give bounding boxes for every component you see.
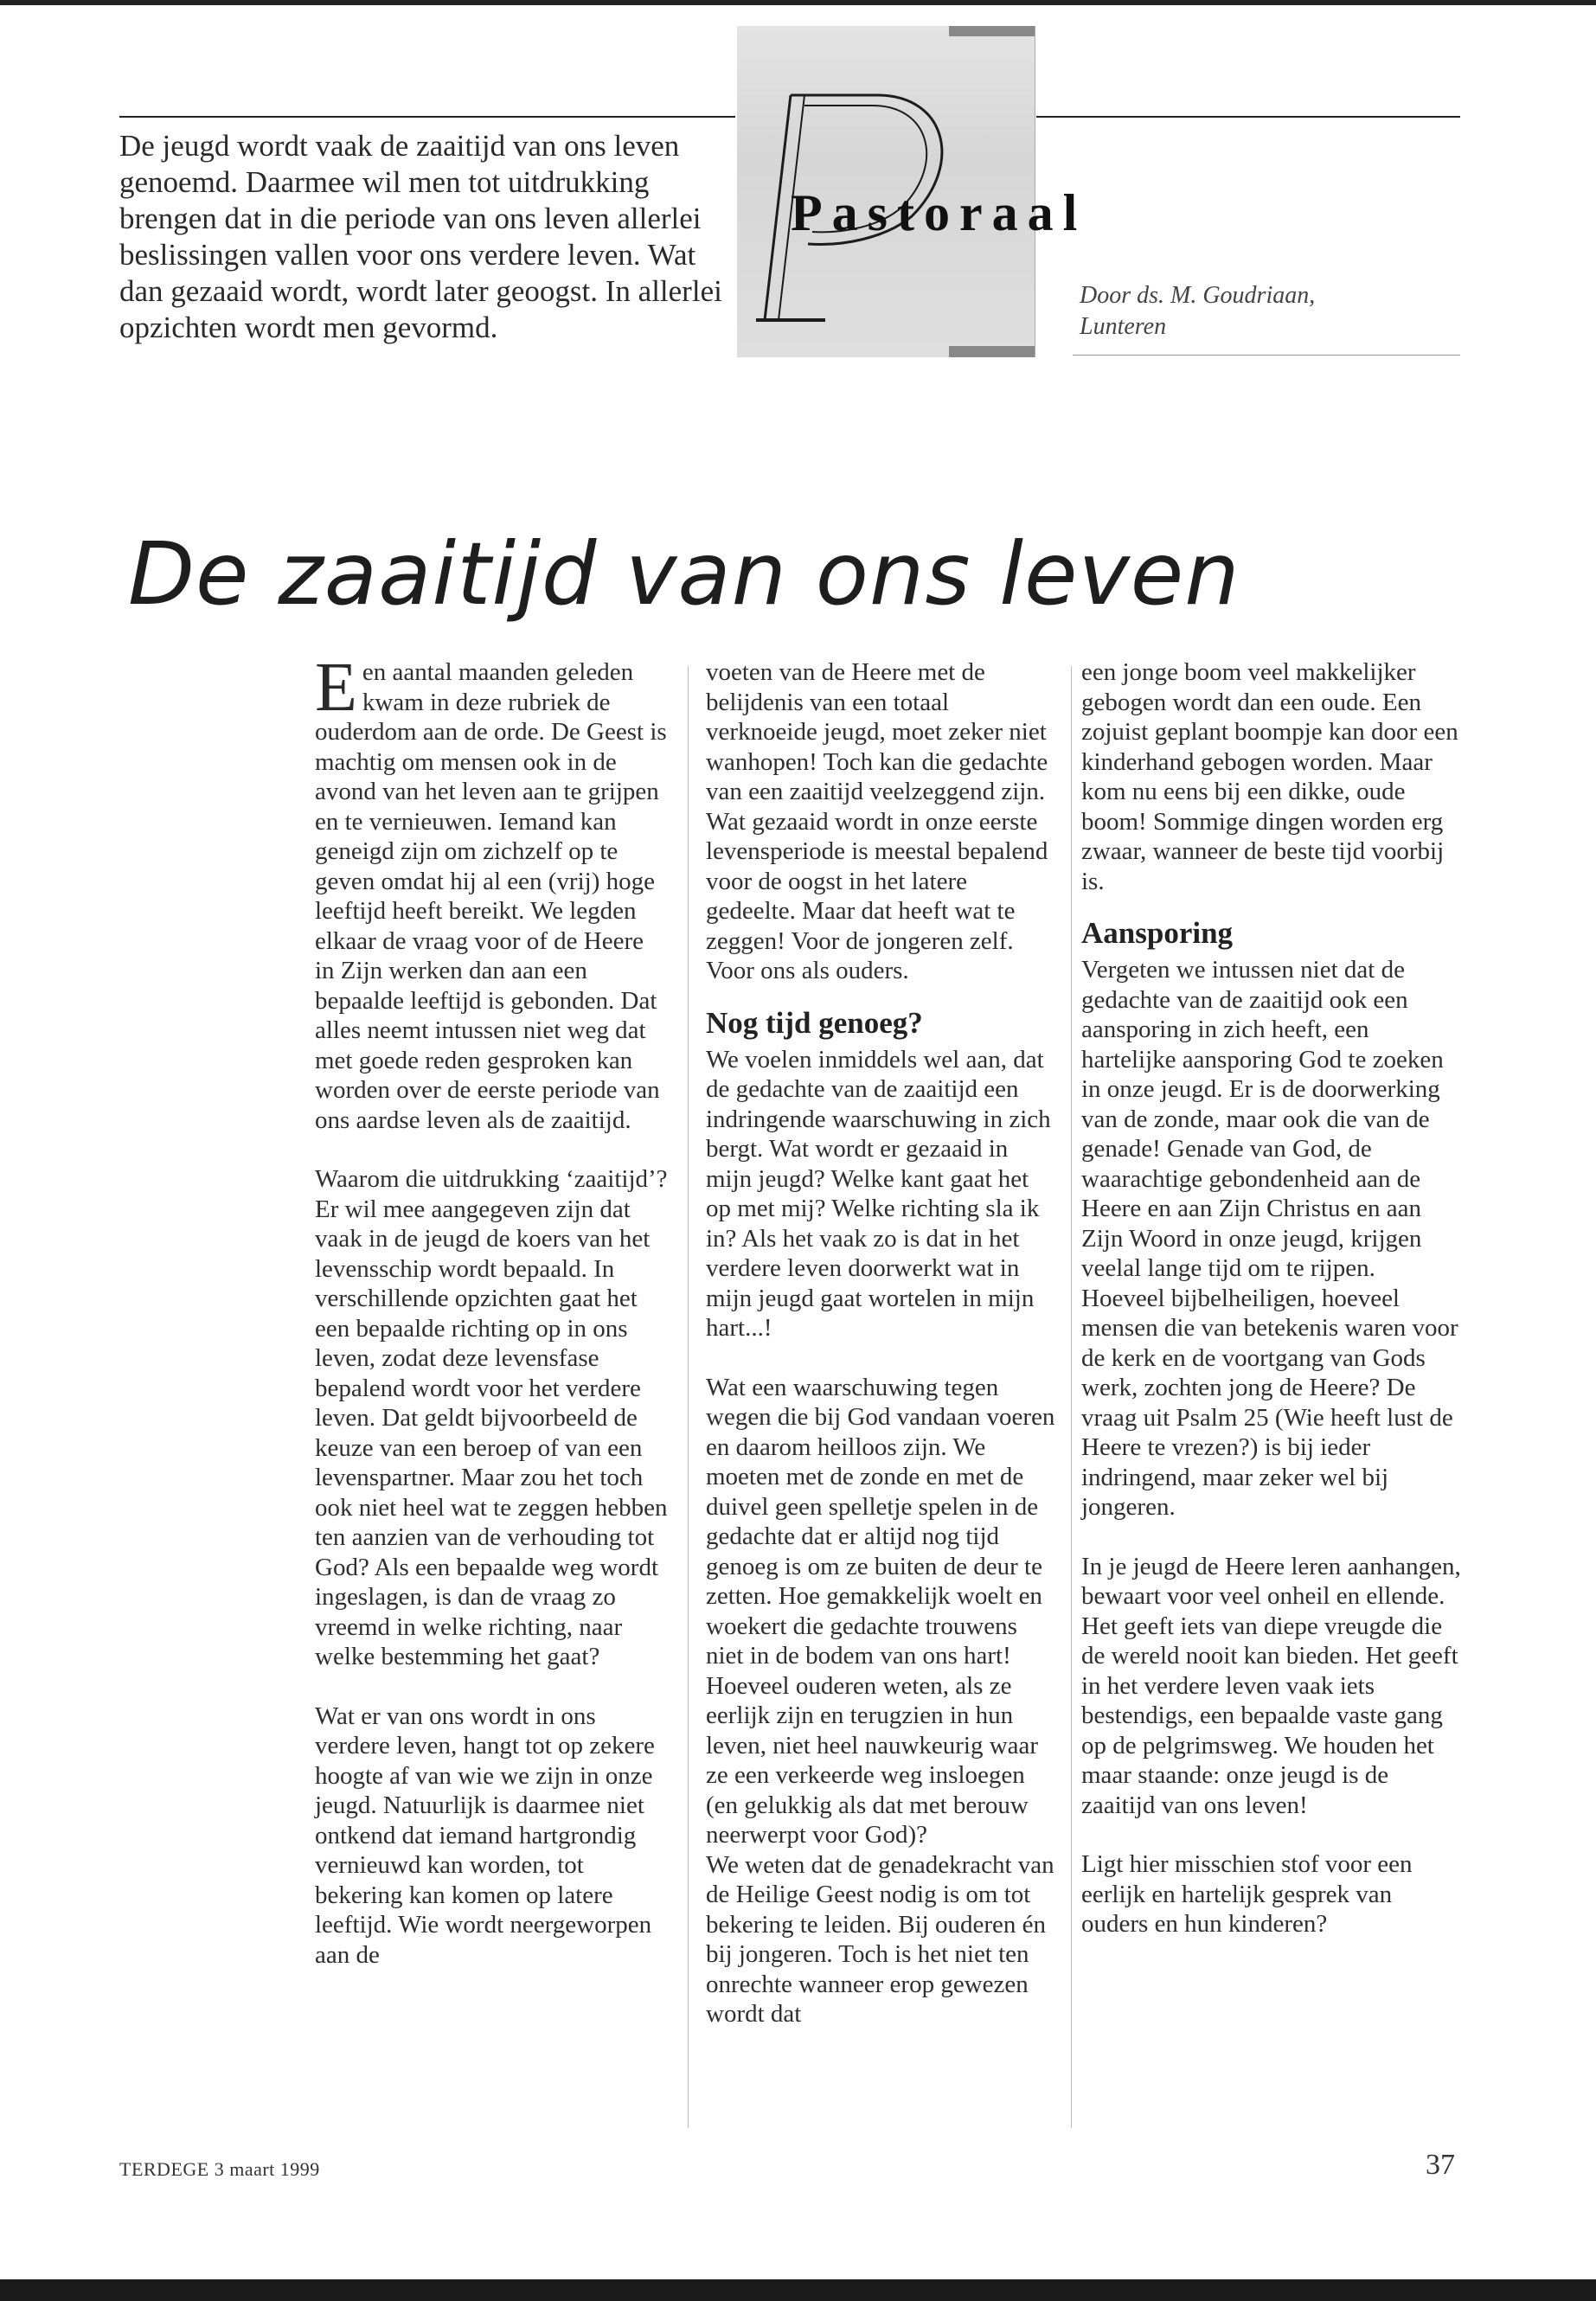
logo-bar-bottom <box>949 346 1035 357</box>
column-divider-2 <box>1071 666 1072 2128</box>
column-2 <box>706 657 1059 2029</box>
section-kicker: Pastoraal <box>791 184 1087 241</box>
byline-author: Door ds. M. Goudriaan, <box>1080 282 1316 309</box>
drop-cap: E <box>315 650 357 726</box>
col1-paragraph-3: Wat er van ons wordt in ons verdere leven, hangt tot op zekere hoogte af van wie we zijn in onze jeugd. Natuurlijk is daarmee niet ontkend dat iemand hartgrondig vernieuwd kan worden, tot bekering kan komen op latere leeftijd. Wie wordt neergeworpen aan de <box>315 1702 655 1969</box>
bottom-edge-bar <box>0 2279 1596 2301</box>
col2-paragraph-3: Wat een waarschuwing tegen wegen die bij God vandaan voeren en daarom heilloos zijn. We moeten met de zonde en met de duivel geen spelletje spelen in de gedachte dat er altijd nog tijd genoeg is om ze buiten de deur te zetten. Hoe gemakkelijk woelt en woekert die gedachte trouwens niet in de bodem van ons hart! Hoeveel ouderen weten, als ze eerlijk zijn en terugzien in hun leven, niet heel nauwkeurig waar ze een verkeerde weg insloegen (en gelukkig als dat met berouw neerwerpt voor God)? <box>706 1373 1055 1849</box>
subhead-aansporing: Aansporing <box>1081 916 1234 950</box>
column-3 <box>1081 657 1462 1939</box>
intro-text: De jeugd wordt vaak de zaaitijd van ons leven genoemd. Daarmee wil men tot uitdrukking brengen dat in die periode van ons leven allerlei beslissingen vallen voor ons verdere leven. Wat dan gezaaid wordt, wordt later geoogst. In allerlei opzichten wordt men gevormd. <box>119 129 722 344</box>
subhead-nog-tijd-genoeg: Nog tijd genoeg? <box>706 1005 923 1040</box>
logo-bar-top <box>949 26 1035 36</box>
col2-paragraph-2: We voelen inmiddels wel aan, dat de gedachte van de zaaitijd een indringende waarschuwing in zich bergt. Wat wordt er gezaaid in mijn jeugd? Welke kant gaat het op met mij? Welke richting sla ik in? Als het vaak zo is dat in het verdere leven doorwerkt wat in mijn jeugd gaat wortelen in mijn hart...! <box>706 1045 1051 1342</box>
footer-publication: TERDEGE 3 maart 1999 <box>119 2158 320 2180</box>
col3-paragraph-4: Ligt hier misschien stof voor een eerlijk en hartelijk gesprek van ouders en hun kinderen? <box>1081 1850 1413 1938</box>
byline <box>1080 280 1315 343</box>
col1-paragraph-1: Een aantal maanden geleden kwam in deze rubriek de ouderdom aan de orde. De Geest is machtig om mensen ook in de avond van het leven aan te grijpen en te vernieuwen. Iemand kan geneigd zijn om zichzelf op te geven omdat hij al een (vrij) hoge leeftijd heeft bereikt. We legden elkaar de vraag voor of de Heere in Zijn werken dan aan een bepaalde leeftijd is gebonden. Dat alles neemt intussen niet weg dat met goede reden gesproken kan worden over de eerste periode van ons aardse leven als de zaaitijd. <box>315 650 667 1134</box>
top-rule-left <box>119 116 735 118</box>
top-rule-right <box>1036 116 1460 118</box>
article-title: De zaaitijd van ons leven <box>128 523 1240 625</box>
col2-paragraph-1: voeten van de Heere met de belijdenis van een totaal verknoeide jeugd, moet zeker niet wanhopen! Toch kan die gedachte van een zaaitijd veelzeggend zijn. Wat gezaaid wordt in onze eerste levensperiode is meestal bepalend voor de oogst in het latere gedeelte. Maar dat heeft wat te zeggen! Voor de jongeren zelf. Voor ons als ouders. <box>706 658 1048 984</box>
byline-place: Lunteren <box>1080 313 1167 340</box>
top-edge-bar <box>0 0 1596 5</box>
page-number: 37 <box>1426 2149 1455 2181</box>
column-1 <box>315 650 668 1970</box>
col1-paragraph-2: Waarom die uitdrukking ‘zaaitijd’? Er wil mee aangegeven zijn dat vaak in de jeugd de koers van het levensschip wordt bepaald. In verschillende opzichten gaat het een bepaalde richting op in ons leven, zodat deze levensfase bepalend wordt voor het verdere leven. Dat geldt bijvoorbeeld de keuze van een beroep of van een levenspartner. Maar zou het toch ook niet heel wat te zeggen hebben ten aanzien van de verhouding tot God? Als een bepaalde weg wordt ingeslagen, is dan de vraag zo vreemd in welke richting, naar welke bestemming het gaat? <box>315 1165 668 1670</box>
col3-paragraph-1: een jonge boom veel makkelijker gebogen wordt dan een oude. Een zojuist geplant boompje kan door een kinderhand gebogen worden. Maar kom nu eens bij een dikke, oude boom! Sommige dingen worden erg zwaar, wanneer de beste tijd voorbij is. <box>1081 658 1458 895</box>
col3-paragraph-2: Vergeten we intussen niet dat de gedachte van de zaaitijd ook een aansporing in zich heeft, een hartelijke aansporing God te zoeken in onze jeugd. Er is de doorwerking van de zonde, maar ook die van de genade! Genade van God, de waarachtige gebondenheid aan de Heere en aan Zijn Christus en aan Zijn Woord in onze jeugd, krijgen veelal lange tijd om te rijpen. Hoeveel bijbelheiligen, hoeveel mensen die van betekenis waren voor de kerk en de voortgang van Gods werk, zochten jong de Heere? De vraag uit Psalm 25 (Wie heeft lust de Heere te vrezen?) is bij ieder indringend, maar zeker wel bij jongeren. <box>1081 956 1458 1521</box>
column-divider-1 <box>688 666 689 2128</box>
byline-rule <box>1073 355 1460 356</box>
col2-paragraph-4: We weten dat de genadekracht van de Heilige Geest nodig is om tot bekering te leiden. Bij ouderen én bij jongeren. Toch is het niet ten onrechte wanneer erop gewezen wordt dat <box>706 1850 1054 2028</box>
col3-paragraph-3: In je jeugd de Heere leren aanhangen, bewaart voor veel onheil en ellende. Het geeft iets van diepe vreugde die de wereld nooit kan bieden. Het geeft in het verdere leven vaak iets bestendigs, een bepaalde vaste gang op de pelgrimsweg. We houden het maar staande: onze jeugd is de zaaitijd van ons leven! <box>1081 1552 1461 1819</box>
